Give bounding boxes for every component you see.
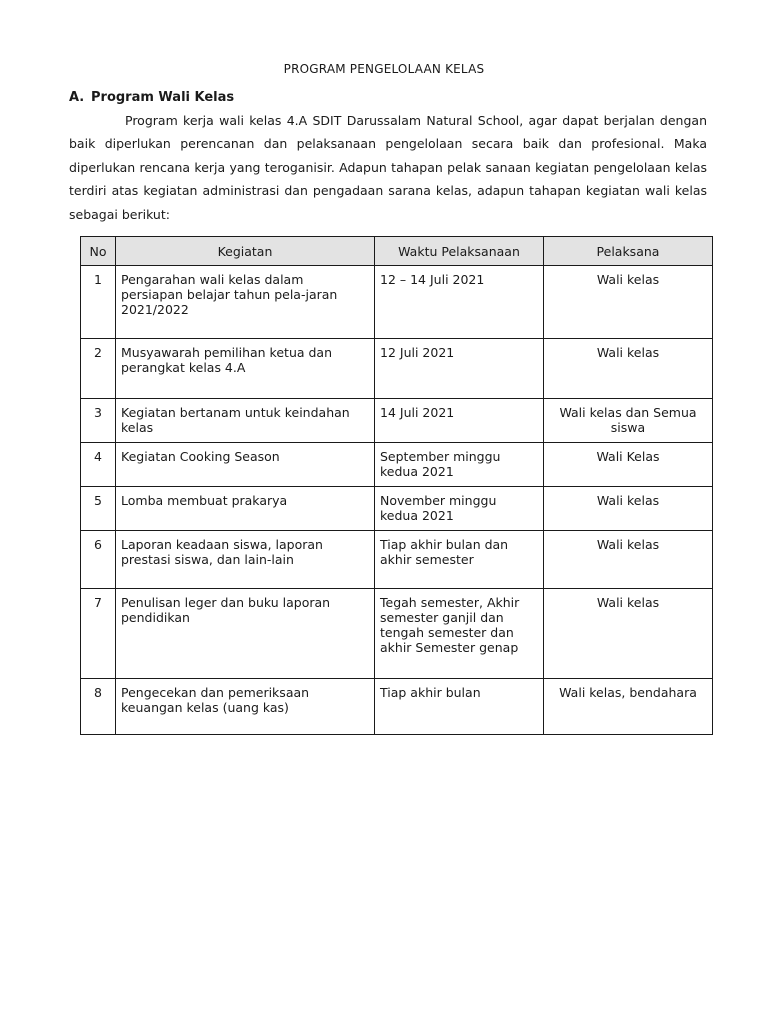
cell-kegiatan: Pengarahan wali kelas dalam persiapan belajar tahun pela-jaran 2021/2022: [116, 266, 375, 339]
cell-pelaksana: Wali kelas: [544, 487, 713, 531]
cell-waktu: 14 Juli 2021: [375, 399, 544, 443]
header-waktu: Waktu Pelaksanaan: [375, 237, 544, 266]
cell-kegiatan: Penulisan leger dan buku laporan pendidikan: [116, 589, 375, 679]
cell-kegiatan: Musyawarah pemilihan ketua dan perangkat kelas 4.A: [116, 339, 375, 399]
cell-waktu: Tiap akhir bulan: [375, 679, 544, 735]
cell-waktu: Tegah semester, Akhir semester ganjil dan tengah semester dan akhir Semester genap: [375, 589, 544, 679]
table-row: [81, 679, 713, 735]
cell-kegiatan: Pengecekan dan pemeriksaan keuangan kelas (uang kas): [116, 679, 375, 735]
cell-waktu: 12 Juli 2021: [375, 339, 544, 399]
cell-no: 4: [81, 443, 116, 487]
cell-no: 5: [81, 487, 116, 531]
cell-kegiatan: Kegiatan Cooking Season: [116, 443, 375, 487]
cell-kegiatan: Kegiatan bertanam untuk keindahan kelas: [116, 399, 375, 443]
cell-no: 3: [81, 399, 116, 443]
section-heading: [69, 90, 234, 105]
table-row: [81, 487, 713, 531]
cell-waktu: September minggu kedua 2021: [375, 443, 544, 487]
table-row: [81, 589, 713, 679]
cell-kegiatan: Lomba membuat prakarya: [116, 487, 375, 531]
intro-paragraph: Program kerja wali kelas 4.A SDIT Darussalam Natural School, agar dapat berjalan dengan baik diperlukan perencanan dan pelaksanaan pengelolaan secara baik dan profesional. Maka diperlukan rencana kerja yang teroganisir. Adapun tahapan pelak sanaan kegiatan pengelolaan kelas terdiri atas kegiatan administrasi dan pengadaan sarana kelas, adapun tahapan kegiatan wali kelas sebagai berikut:: [69, 113, 707, 222]
cell-pelaksana: Wali kelas, bendahara: [544, 679, 713, 735]
cell-kegiatan: Laporan keadaan siswa, laporan prestasi siswa, dan lain-lain: [116, 531, 375, 589]
cell-waktu: 12 – 14 Juli 2021: [375, 266, 544, 339]
table-row: [81, 399, 713, 443]
header-no: No: [81, 237, 116, 266]
cell-no: 2: [81, 339, 116, 399]
cell-pelaksana: Wali kelas dan Semua siswa: [544, 399, 713, 443]
cell-no: 7: [81, 589, 116, 679]
table-row: [81, 443, 713, 487]
cell-no: 8: [81, 679, 116, 735]
cell-pelaksana: Wali kelas: [544, 266, 713, 339]
section-letter: A.: [69, 90, 85, 105]
cell-pelaksana: Wali kelas: [544, 531, 713, 589]
program-table: [80, 236, 713, 735]
table-header-row: [81, 237, 713, 266]
cell-pelaksana: Wali kelas: [544, 589, 713, 679]
cell-no: 1: [81, 266, 116, 339]
section-heading-text: Program Wali Kelas: [91, 90, 235, 105]
header-pelaksana: Pelaksana: [544, 237, 713, 266]
cell-waktu: November minggu kedua 2021: [375, 487, 544, 531]
cell-pelaksana: Wali Kelas: [544, 443, 713, 487]
cell-pelaksana: Wali kelas: [544, 339, 713, 399]
document-title: PROGRAM PENGELOLAAN KELAS: [283, 62, 485, 76]
cell-no: 6: [81, 531, 116, 589]
table-row: [81, 266, 713, 339]
table-row: [81, 339, 713, 399]
table-row: [81, 531, 713, 589]
header-kegiatan: Kegiatan: [116, 237, 375, 266]
cell-waktu: Tiap akhir bulan dan akhir semester: [375, 531, 544, 589]
